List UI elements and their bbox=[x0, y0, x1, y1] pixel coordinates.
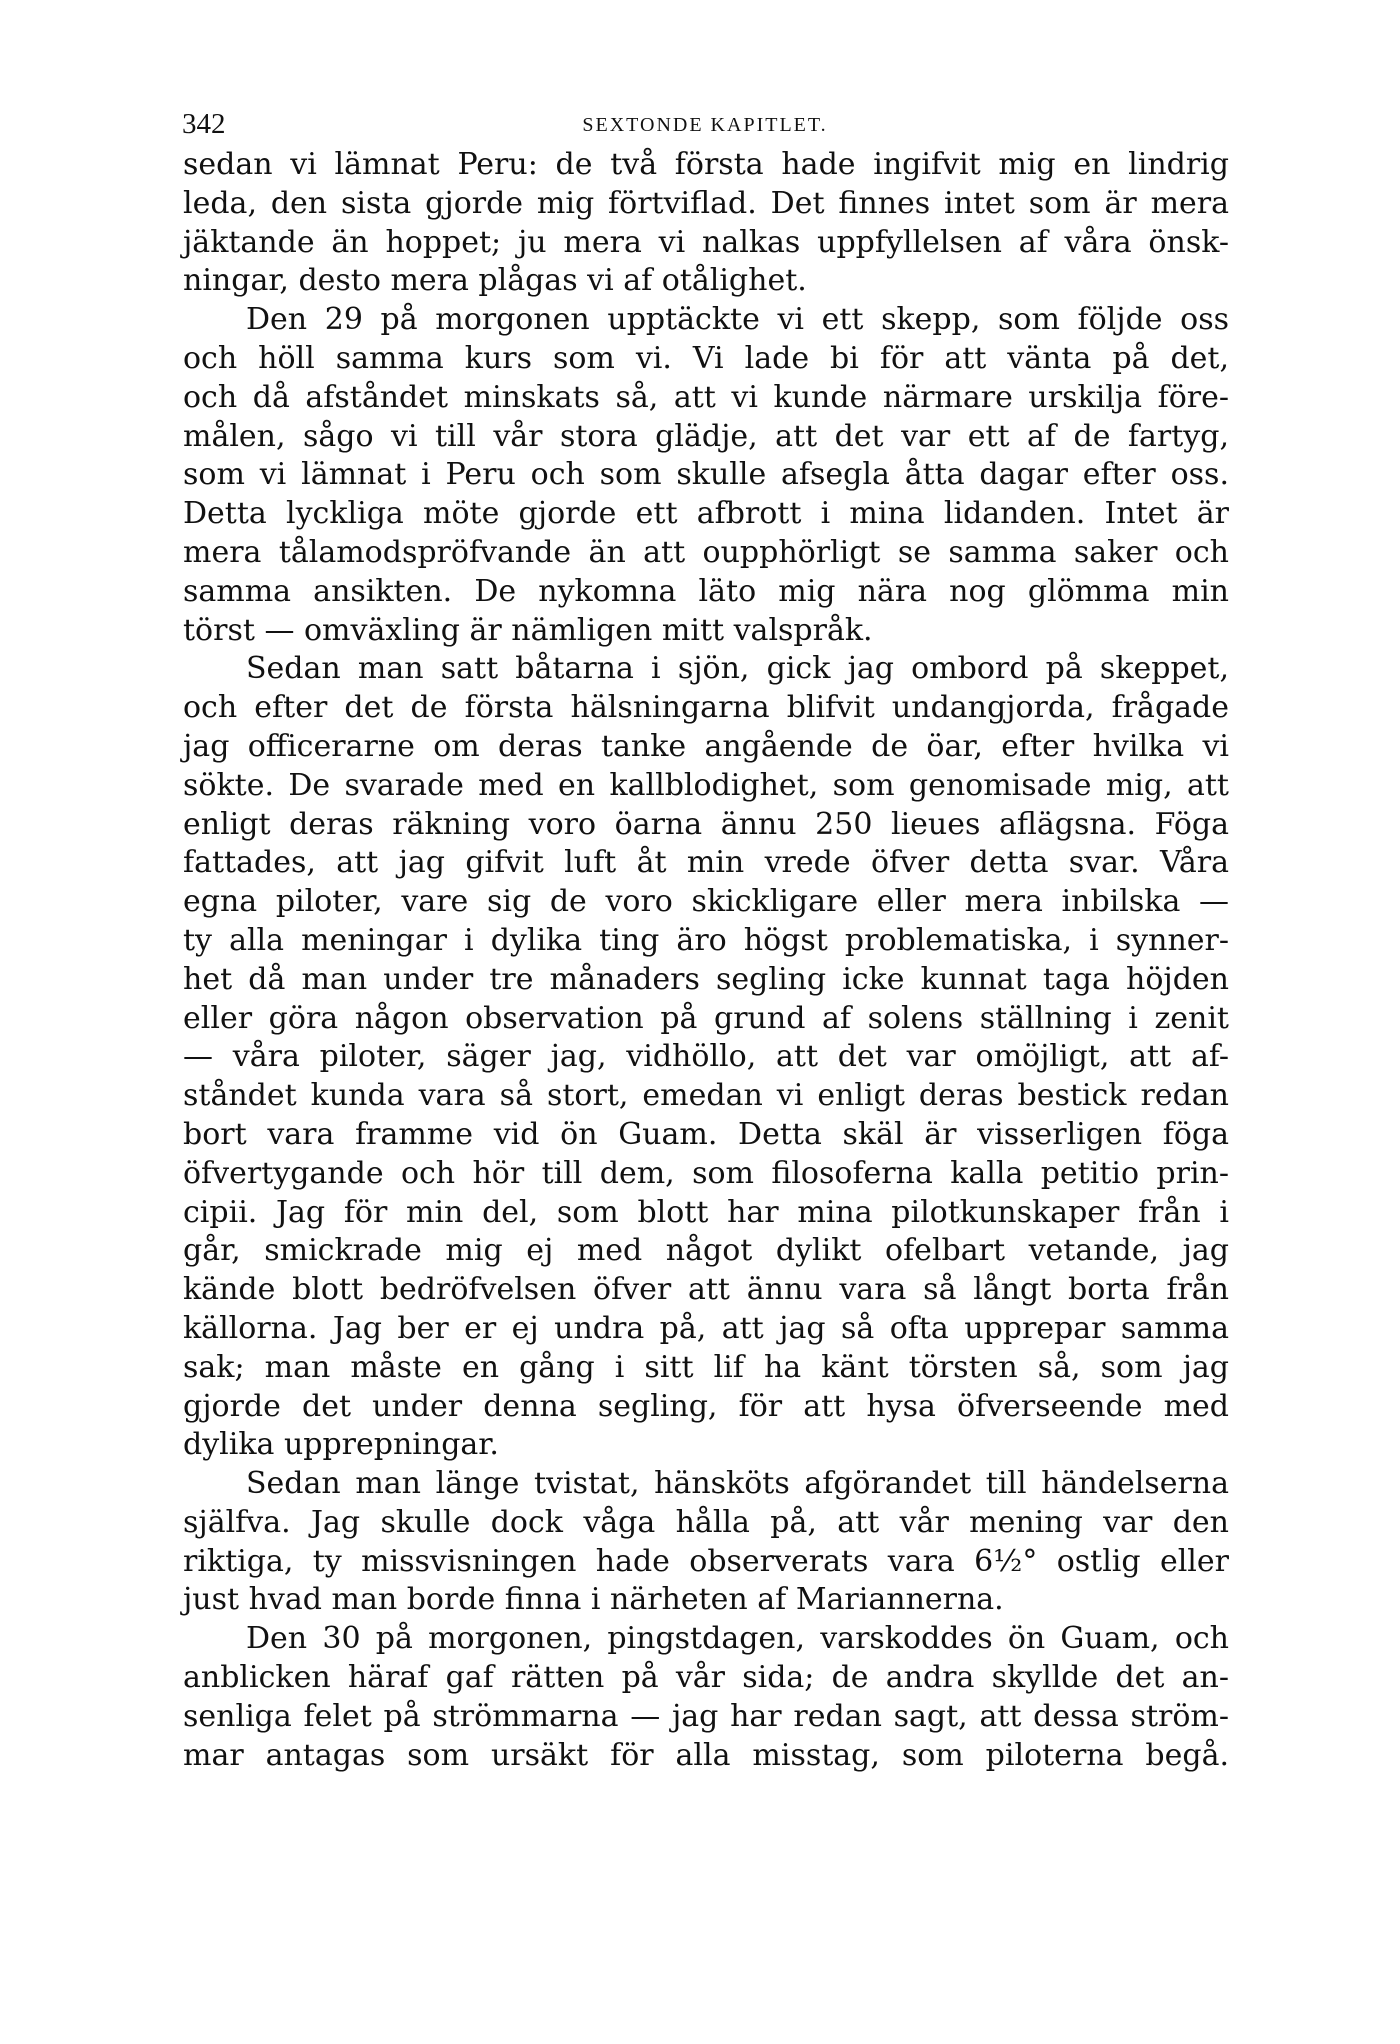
text-line: riktiga, ty missvisningen hade observerats vara 6½° ostlig eller bbox=[183, 1543, 1229, 1579]
text-line: och efter det de första hälsningarna blifvit undangjorda, frågade bbox=[183, 690, 1229, 726]
text-line: het då man under tre månaders segling icke kunnat taga höjden bbox=[183, 961, 1229, 997]
text-line: gjorde det under denna segling, för att hysa öfverseende med bbox=[183, 1388, 1229, 1424]
text-line: ty alla meningar i dylika ting äro högst problematiska, i synner- bbox=[183, 922, 1229, 958]
text-line: som vi lämnat i Peru och som skulle afsegla åtta dagar efter oss. bbox=[183, 457, 1229, 493]
text-line: Den 30 på morgonen, pingstdagen, varskoddes ön Guam, och bbox=[246, 1621, 1229, 1657]
text-line: fattades, att jag gifvit luft åt min vrede öfver detta svar. Våra bbox=[183, 845, 1229, 881]
text-line: Sedan man satt båtarna i sjön, gick jag ombord på skeppet, bbox=[246, 651, 1229, 687]
text-line: öfvertygande och hör till dem, som filosoferna kalla petitio prin- bbox=[183, 1155, 1229, 1191]
text-line: och höll samma kurs som vi. Vi lade bi för att vänta på det, bbox=[183, 340, 1229, 376]
text-line: just hvad man borde finna i närheten af Mariannerna. bbox=[183, 1582, 1004, 1618]
text-line: sedan vi lämnat Peru: de två första hade ingifvit mig en lindrig bbox=[183, 147, 1229, 182]
text-line: själfva. Jag skulle dock våga hålla på, att vår mening var den bbox=[183, 1504, 1229, 1540]
text-line: och då afståndet minskats så, att vi kunde närmare urskilja före- bbox=[183, 379, 1229, 415]
chapter-title: SEXTONDE KAPITLET. bbox=[582, 114, 828, 136]
text-line: sak; man måste en gång i sitt lif ha känt törsten så, som jag bbox=[183, 1349, 1229, 1385]
text-line: kände blott bedröfvelsen öfver att ännu vara så långt borta från bbox=[183, 1272, 1229, 1308]
text-line: går, smickrade mig ej med något dylikt ofelbart vetande, jag bbox=[183, 1233, 1229, 1269]
text-line: Den 29 på morgonen upptäckte vi ett skepp, som följde oss bbox=[246, 302, 1229, 338]
text-line: cipii. Jag för min del, som blott har mina pilotkunskaper från i bbox=[183, 1194, 1229, 1230]
text-line: — våra piloter, säger jag, vidhöllo, att det var omöjligt, att af- bbox=[183, 1039, 1229, 1075]
text-line: källorna. Jag ber er ej undra på, att jag så ofta upprepar samma bbox=[183, 1310, 1229, 1346]
text-line: enligt deras räkning voro öarna ännu 250 lieues aflägsna. Föga bbox=[183, 806, 1229, 842]
text-line: leda, den sista gjorde mig förtviflad. Det finnes intet som är mera bbox=[183, 185, 1229, 221]
text-line: jäktande än hoppet; ju mera vi nalkas uppfyllelsen af våra önsk- bbox=[183, 224, 1229, 260]
text-line: bort vara framme vid ön Guam. Detta skäl är visserligen föga bbox=[183, 1116, 1229, 1152]
text-line: samma ansikten. De nykomna läto mig nära nog glömma min bbox=[183, 573, 1229, 609]
text-line: egna piloter, vare sig de voro skickligare eller mera inbilska — bbox=[183, 884, 1229, 920]
text-line: dylika upprepningar. bbox=[183, 1427, 499, 1463]
text-line: jag officerarne om deras tanke angående de öar, efter hvilka vi bbox=[183, 728, 1229, 764]
text-line: Sedan man länge tvistat, hänsköts afgörandet till händelserna bbox=[246, 1466, 1229, 1502]
text-line: Detta lyckliga möte gjorde ett afbrott i mina lidanden. Intet är bbox=[183, 496, 1229, 532]
text-line: anblicken häraf gaf rätten på vår sida; de andra skyllde det an- bbox=[183, 1660, 1229, 1696]
body-text bbox=[183, 146, 1229, 1775]
text-line: mar antagas som ursäkt för alla misstag, som piloterna begå. bbox=[183, 1737, 1229, 1773]
text-line: mera tålamodspröfvande än att oupphörligt se samma saker och bbox=[183, 534, 1229, 570]
text-line: sökte. De svarade med en kallblodighet, som genomisade mig, att bbox=[183, 767, 1229, 803]
text-line: ståndet kunda vara så stort, emedan vi enligt deras bestick redan bbox=[183, 1078, 1229, 1114]
text-line: senliga felet på strömmarna — jag har redan sagt, att dessa ström- bbox=[183, 1698, 1229, 1734]
text-line: eller göra någon observation på grund af solens ställning i zenit bbox=[183, 1000, 1229, 1036]
running-head bbox=[182, 104, 1228, 144]
text-line: törst — omväxling är nämligen mitt valspråk. bbox=[183, 612, 873, 648]
text-line: målen, sågo vi till vår stora glädje, att det var ett af de fartyg, bbox=[183, 418, 1229, 454]
page-number: 342 bbox=[182, 108, 226, 140]
text-line: ningar, desto mera plågas vi af otålighet. bbox=[183, 263, 807, 299]
